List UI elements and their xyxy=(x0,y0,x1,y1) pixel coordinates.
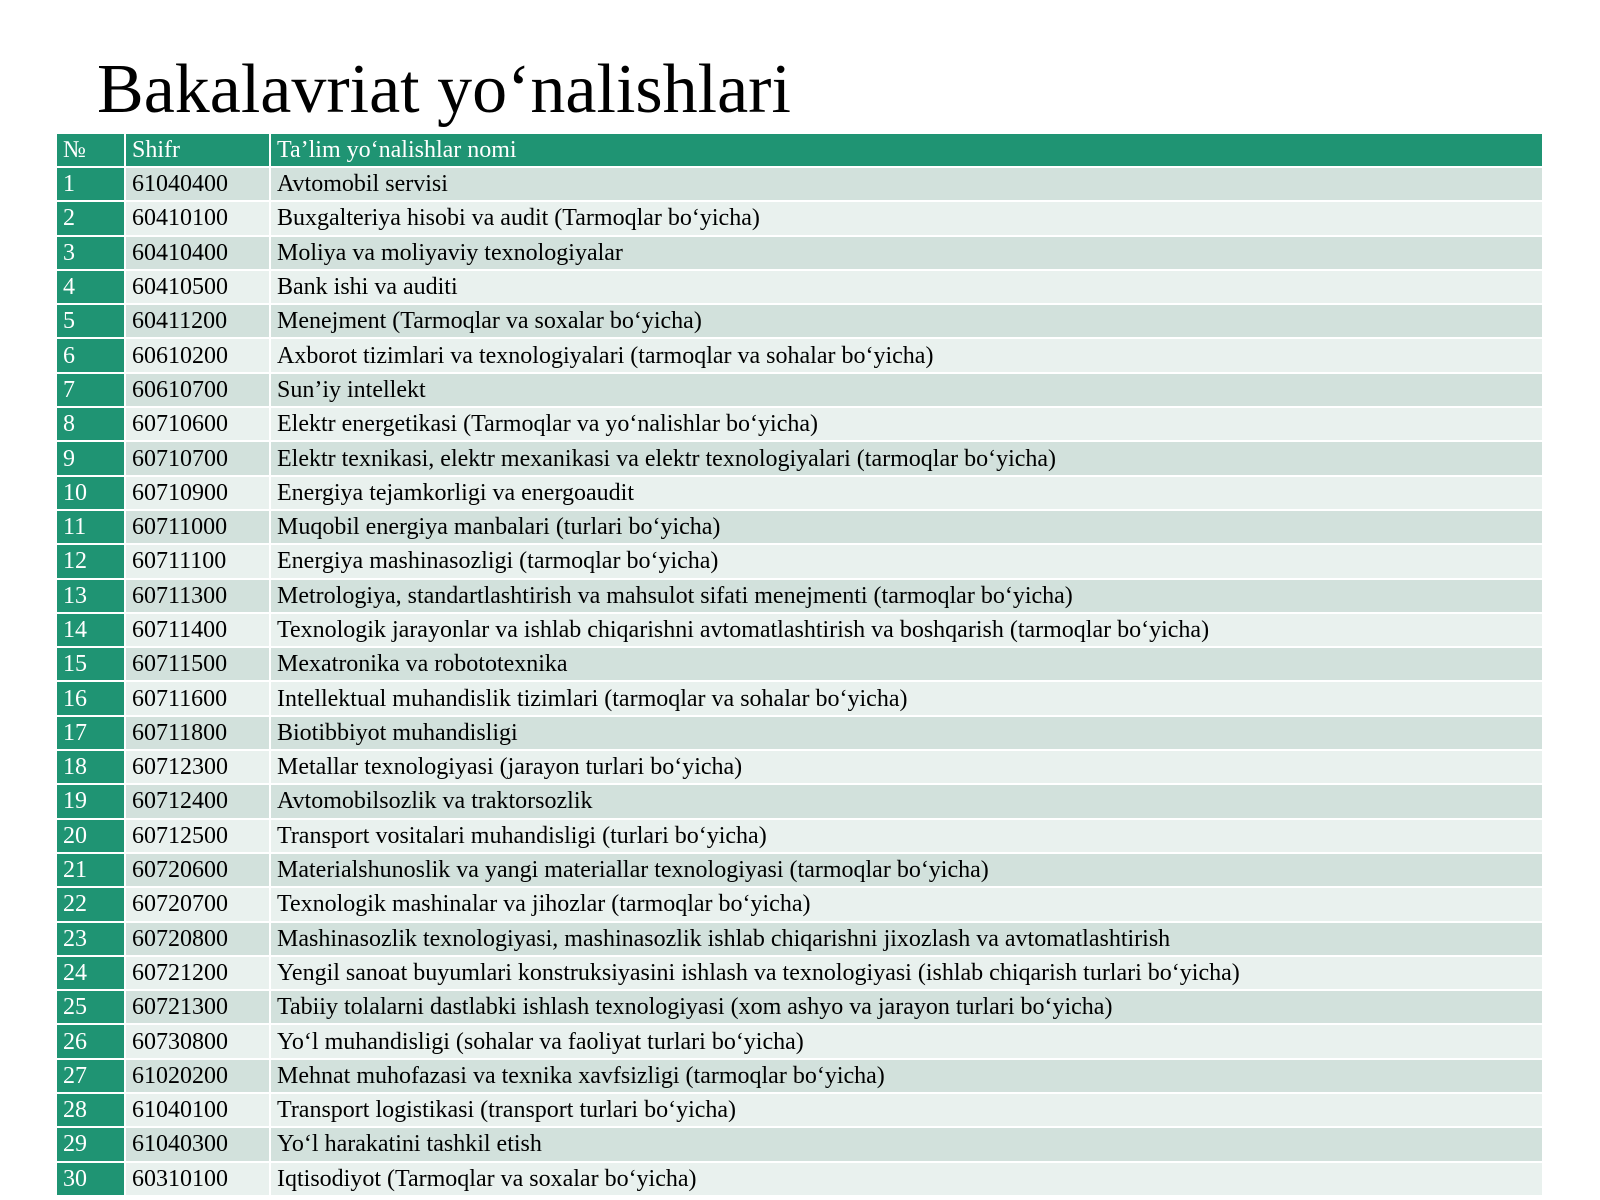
table-row xyxy=(57,853,1543,887)
row-code: 60410100 xyxy=(125,201,270,235)
table-row xyxy=(57,407,1543,441)
row-number: 26 xyxy=(57,1024,125,1058)
header-row xyxy=(57,134,1543,167)
table-row xyxy=(57,579,1543,613)
row-program-name: Sun’iy intellekt xyxy=(270,373,1543,407)
row-program-name: Tabiiy tolalarni dastlabki ishlash texnologiyasi (xom ashyo va jarayon turlari bo‘yicha) xyxy=(270,990,1543,1024)
row-program-name: Intellektual muhandislik tizimlari (tarmoqlar va sohalar bo‘yicha) xyxy=(270,681,1543,715)
header-program-name: Ta’lim yo‘nalishlar nomi xyxy=(270,134,1543,167)
row-number: 27 xyxy=(57,1059,125,1093)
row-number: 2 xyxy=(57,201,125,235)
row-code: 60711300 xyxy=(125,579,270,613)
row-code: 60411200 xyxy=(125,304,270,338)
row-program-name: Energiya tejamkorligi va energoaudit xyxy=(270,476,1543,510)
row-number: 30 xyxy=(57,1162,125,1196)
table-row xyxy=(57,544,1543,578)
row-number: 24 xyxy=(57,956,125,990)
row-number: 18 xyxy=(57,750,125,784)
row-number: 20 xyxy=(57,819,125,853)
table-row xyxy=(57,613,1543,647)
row-code: 60710900 xyxy=(125,476,270,510)
row-number: 16 xyxy=(57,681,125,715)
row-number: 12 xyxy=(57,544,125,578)
row-program-name: Muqobil energiya manbalari (turlari bo‘yicha) xyxy=(270,510,1543,544)
row-code: 60720800 xyxy=(125,922,270,956)
table-row xyxy=(57,647,1543,681)
row-program-name: Mashinasozlik texnologiyasi, mashinasozlik ishlab chiqarishni jixozlash va avtomatlashtirish xyxy=(270,922,1543,956)
table-row xyxy=(57,373,1543,407)
table-row xyxy=(57,1024,1543,1058)
row-number: 29 xyxy=(57,1127,125,1161)
table-row xyxy=(57,510,1543,544)
row-program-name: Yengil sanoat buyumlari konstruksiyasini ishlash va texnologiyasi (ishlab chiqarish turlari bo‘yicha) xyxy=(270,956,1543,990)
table-row xyxy=(57,716,1543,750)
row-code: 60310100 xyxy=(125,1162,270,1196)
row-code: 60721200 xyxy=(125,956,270,990)
row-code: 60410400 xyxy=(125,236,270,270)
table-row xyxy=(57,441,1543,475)
row-program-name: Mexatronika va robototexnika xyxy=(270,647,1543,681)
row-number: 22 xyxy=(57,887,125,921)
row-number: 4 xyxy=(57,270,125,304)
row-code: 60610200 xyxy=(125,338,270,372)
page-title: Bakalavriat yo‘nalishlari xyxy=(97,51,791,128)
row-number: 25 xyxy=(57,990,125,1024)
row-code: 60711400 xyxy=(125,613,270,647)
row-program-name: Menejment (Tarmoqlar va soxalar bo‘yicha) xyxy=(270,304,1543,338)
row-program-name: Moliya va moliyaviy texnologiyalar xyxy=(270,236,1543,270)
row-program-name: Avtomobilsozlik va traktorsozlik xyxy=(270,784,1543,818)
table-row xyxy=(57,922,1543,956)
row-program-name: Elektr texnikasi, elektr mexanikasi va elektr texnologiyalari (tarmoqlar bo‘yicha) xyxy=(270,441,1543,475)
row-code: 60711100 xyxy=(125,544,270,578)
row-code: 61020200 xyxy=(125,1059,270,1093)
row-program-name: Materialshunoslik va yangi materiallar texnologiyasi (tarmoqlar bo‘yicha) xyxy=(270,853,1543,887)
table-row xyxy=(57,1093,1543,1127)
row-program-name: Transport logistikasi (transport turlari bo‘yicha) xyxy=(270,1093,1543,1127)
table-row xyxy=(57,887,1543,921)
table-body xyxy=(57,167,1543,1196)
row-number: 7 xyxy=(57,373,125,407)
row-code: 60711600 xyxy=(125,681,270,715)
table-header xyxy=(57,134,1543,167)
table-row xyxy=(57,476,1543,510)
table-row xyxy=(57,990,1543,1024)
row-number: 3 xyxy=(57,236,125,270)
table-row xyxy=(57,681,1543,715)
row-number: 8 xyxy=(57,407,125,441)
row-code: 60410500 xyxy=(125,270,270,304)
row-program-name: Mehnat muhofazasi va texnika xavfsizligi (tarmoqlar bo‘yicha) xyxy=(270,1059,1543,1093)
row-number: 10 xyxy=(57,476,125,510)
row-program-name: Metrologiya, standartlashtirish va mahsulot sifati menejmenti (tarmoqlar bo‘yicha) xyxy=(270,579,1543,613)
row-program-name: Metallar texnologiyasi (jarayon turlari bo‘yicha) xyxy=(270,750,1543,784)
row-number: 11 xyxy=(57,510,125,544)
row-code: 60712400 xyxy=(125,784,270,818)
header-number: № xyxy=(57,134,125,167)
table-row xyxy=(57,201,1543,235)
row-code: 61040100 xyxy=(125,1093,270,1127)
table-row xyxy=(57,167,1543,201)
row-number: 15 xyxy=(57,647,125,681)
row-number: 5 xyxy=(57,304,125,338)
row-number: 17 xyxy=(57,716,125,750)
row-code: 61040300 xyxy=(125,1127,270,1161)
row-code: 61040400 xyxy=(125,167,270,201)
row-number: 1 xyxy=(57,167,125,201)
table-row xyxy=(57,236,1543,270)
row-code: 60711800 xyxy=(125,716,270,750)
table-row xyxy=(57,819,1543,853)
row-program-name: Yo‘l harakatini tashkil etish xyxy=(270,1127,1543,1161)
table-row xyxy=(57,956,1543,990)
header-code: Shifr xyxy=(125,134,270,167)
row-code: 60711000 xyxy=(125,510,270,544)
row-code: 60720600 xyxy=(125,853,270,887)
row-code: 60712500 xyxy=(125,819,270,853)
row-program-name: Buxgalteriya hisobi va audit (Tarmoqlar bo‘yicha) xyxy=(270,201,1543,235)
row-program-name: Elektr energetikasi (Tarmoqlar va yo‘nalishlar bo‘yicha) xyxy=(270,407,1543,441)
row-code: 60710600 xyxy=(125,407,270,441)
table-row xyxy=(57,304,1543,338)
table-row xyxy=(57,1162,1543,1196)
row-program-name: Bank ishi va auditi xyxy=(270,270,1543,304)
row-code: 60711500 xyxy=(125,647,270,681)
table-row xyxy=(57,338,1543,372)
table-row xyxy=(57,1059,1543,1093)
row-number: 23 xyxy=(57,922,125,956)
programs-table xyxy=(57,134,1544,1197)
row-program-name: Iqtisodiyot (Tarmoqlar va soxalar bo‘yicha) xyxy=(270,1162,1543,1196)
row-code: 60610700 xyxy=(125,373,270,407)
row-number: 6 xyxy=(57,338,125,372)
row-code: 60721300 xyxy=(125,990,270,1024)
row-code: 60730800 xyxy=(125,1024,270,1058)
row-program-name: Yo‘l muhandisligi (sohalar va faoliyat turlari bo‘yicha) xyxy=(270,1024,1543,1058)
row-number: 21 xyxy=(57,853,125,887)
table-row xyxy=(57,784,1543,818)
row-program-name: Energiya mashinasozligi (tarmoqlar bo‘yicha) xyxy=(270,544,1543,578)
row-code: 60712300 xyxy=(125,750,270,784)
row-program-name: Texnologik jarayonlar va ishlab chiqarishni avtomatlashtirish va boshqarish (tarmoqlar bo‘yicha) xyxy=(270,613,1543,647)
table-row xyxy=(57,270,1543,304)
row-number: 13 xyxy=(57,579,125,613)
table-row xyxy=(57,1127,1543,1161)
row-program-name: Biotibbiyot muhandisligi xyxy=(270,716,1543,750)
row-number: 28 xyxy=(57,1093,125,1127)
row-program-name: Transport vositalari muhandisligi (turlari bo‘yicha) xyxy=(270,819,1543,853)
row-number: 14 xyxy=(57,613,125,647)
row-number: 19 xyxy=(57,784,125,818)
table-row xyxy=(57,750,1543,784)
row-program-name: Avtomobil servisi xyxy=(270,167,1543,201)
row-code: 60720700 xyxy=(125,887,270,921)
row-program-name: Texnologik mashinalar va jihozlar (tarmoqlar bo‘yicha) xyxy=(270,887,1543,921)
row-code: 60710700 xyxy=(125,441,270,475)
row-program-name: Axborot tizimlari va texnologiyalari (tarmoqlar va sohalar bo‘yicha) xyxy=(270,338,1543,372)
row-number: 9 xyxy=(57,441,125,475)
